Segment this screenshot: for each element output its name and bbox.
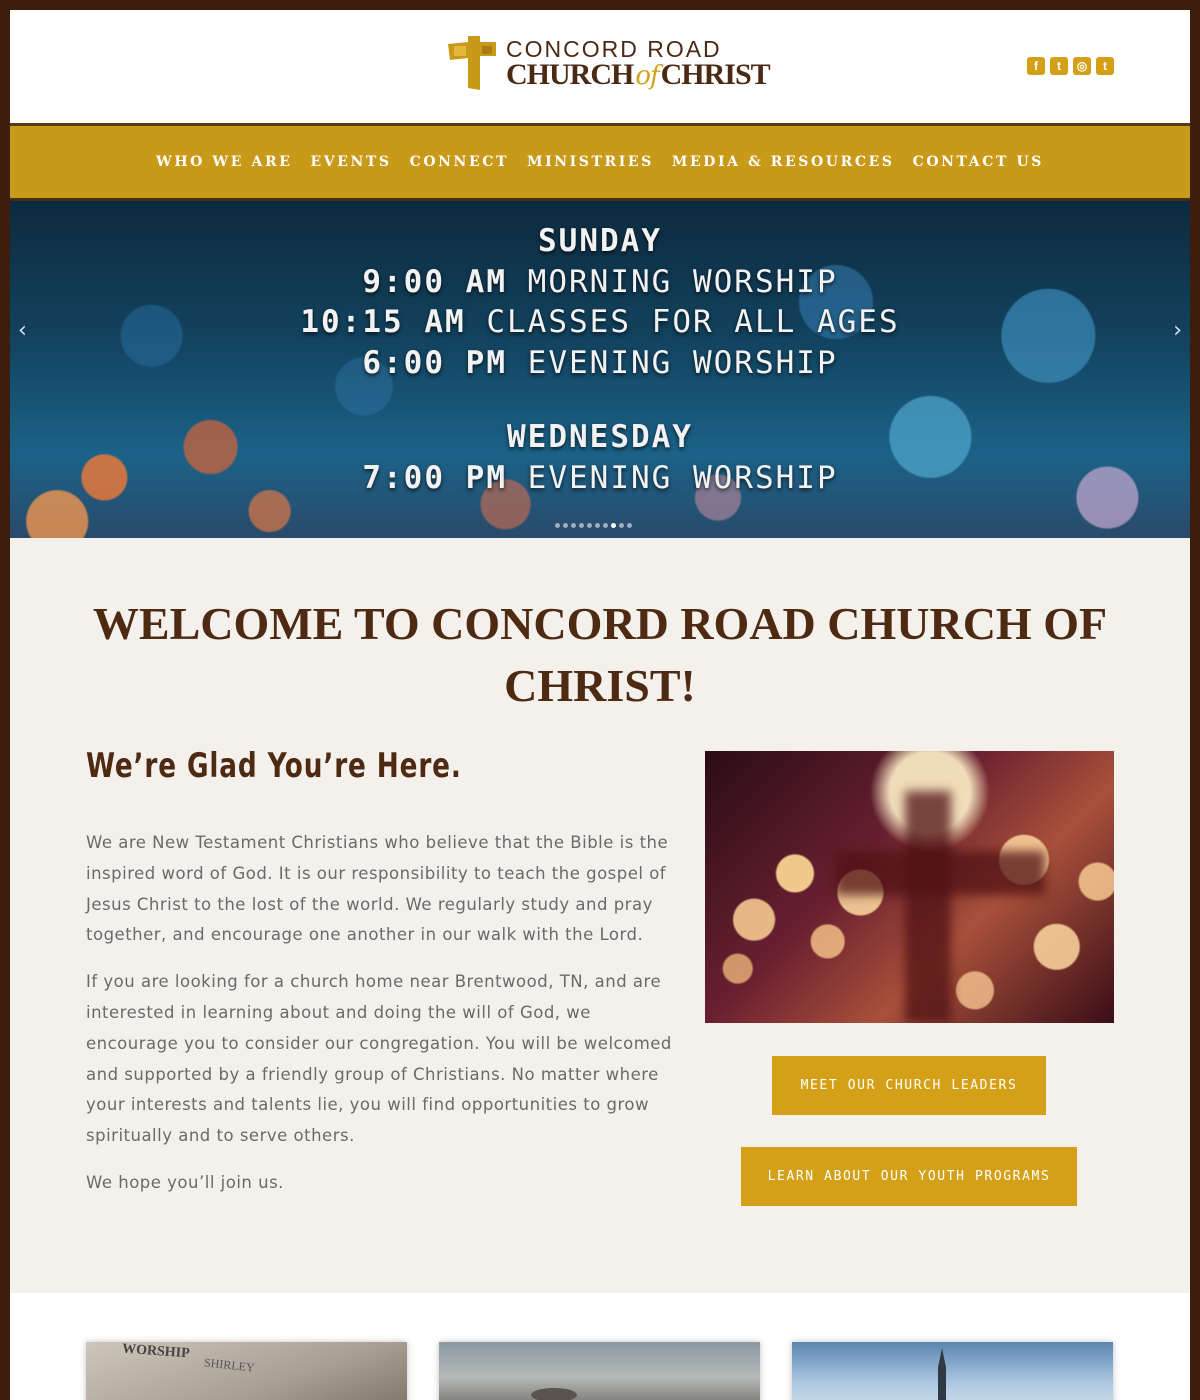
welcome-section (10, 538, 1190, 1293)
slider-dot[interactable] (595, 523, 600, 528)
logo-line-1: CONCORD ROAD (506, 36, 722, 62)
slider-prev-arrow-icon[interactable]: ‹ (18, 318, 27, 343)
slider-next-arrow-icon[interactable]: › (1173, 318, 1182, 343)
church-building-card-image[interactable] (792, 1342, 1113, 1400)
slider-dots (555, 523, 632, 528)
cross-logo-icon (446, 34, 498, 90)
slider-dot[interactable] (603, 523, 608, 528)
welcome-title: WELCOME TO CONCORD ROAD CHURCH OF CHRIST! (92, 598, 1108, 711)
social-links (1027, 57, 1114, 75)
instagram-icon[interactable]: ◎ (1073, 57, 1091, 75)
nav-item-connect[interactable]: CONNECT (409, 154, 509, 170)
twitter-icon[interactable]: t (1050, 57, 1068, 75)
hero-slider (10, 201, 1190, 538)
service-time-row: 9:00 AM MORNING WORSHIP (362, 263, 838, 300)
nav-item-contact-us[interactable]: CONTACT US (912, 154, 1044, 170)
nav-item-events[interactable]: EVENTS (310, 154, 392, 170)
wednesday-heading: WEDNESDAY (507, 419, 693, 455)
slider-dot[interactable] (571, 523, 576, 528)
slider-dot[interactable] (579, 523, 584, 528)
logo-line-2: CHURCHofCHRIST (506, 58, 770, 91)
church-logo[interactable] (446, 32, 770, 102)
service-time-row: 6:00 PM EVENING WORSHIP (362, 344, 838, 381)
welcome-subheading: We’re Glad You’re Here. (86, 746, 462, 786)
nav-item-media-resources[interactable]: MEDIA & RESOURCES (671, 154, 895, 170)
nav-item-who-we-are[interactable]: WHO WE ARE (156, 154, 293, 170)
hands-card-image[interactable] (439, 1342, 760, 1400)
slider-dot[interactable] (555, 523, 560, 528)
slider-dot[interactable] (587, 523, 592, 528)
welcome-body (86, 828, 676, 1215)
nav-item-ministries[interactable]: MINISTRIES (527, 154, 654, 170)
slider-dot[interactable] (611, 523, 616, 528)
slider-dot[interactable] (563, 523, 568, 528)
hymnal-text: SHIRLEY (203, 1355, 256, 1375)
hymnal-text: WORSHIP (121, 1342, 191, 1362)
slider-dot[interactable] (619, 523, 624, 528)
site-header (10, 10, 1190, 123)
service-time-row: 7:00 PM EVENING WORSHIP (362, 459, 838, 496)
feature-cards (10, 1293, 1190, 1400)
meet-church-leaders-button[interactable]: MEET OUR CHURCH LEADERS (772, 1056, 1046, 1115)
welcome-paragraph: We hope you’ll join us. (86, 1172, 284, 1192)
page (10, 10, 1190, 1400)
tumblr-icon[interactable]: t (1096, 57, 1114, 75)
welcome-paragraph: If you are looking for a church home near Brentwood, TN, and are interested in learning about and doing the will of God, we encourage you to consider our congregation. You will be welcomed and supported by a friendly group of Christians. No matter where your interests and talents lie, you will find opportunities to grow spiritually and to serve others. (86, 972, 672, 1146)
facebook-icon[interactable]: f (1027, 57, 1045, 75)
youth-programs-button[interactable]: LEARN ABOUT OUR YOUTH PROGRAMS (741, 1147, 1077, 1206)
service-time-row: 10:15 AM CLASSES FOR ALL AGES (300, 304, 900, 340)
worship-card-image[interactable] (86, 1342, 407, 1400)
slider-dot[interactable] (627, 523, 632, 528)
welcome-paragraph: We are New Testament Christians who believe that the Bible is the inspired word of God. It is our responsibility to teach the gospel of Jesus Christ to the lost of the world. We regularly study and pray together, and encourage one another in our walk with the Lord. (86, 833, 669, 945)
service-times (10, 221, 1190, 498)
sunday-heading: SUNDAY (538, 223, 662, 259)
main-nav (10, 123, 1190, 201)
cross-bokeh-image (705, 751, 1114, 1023)
